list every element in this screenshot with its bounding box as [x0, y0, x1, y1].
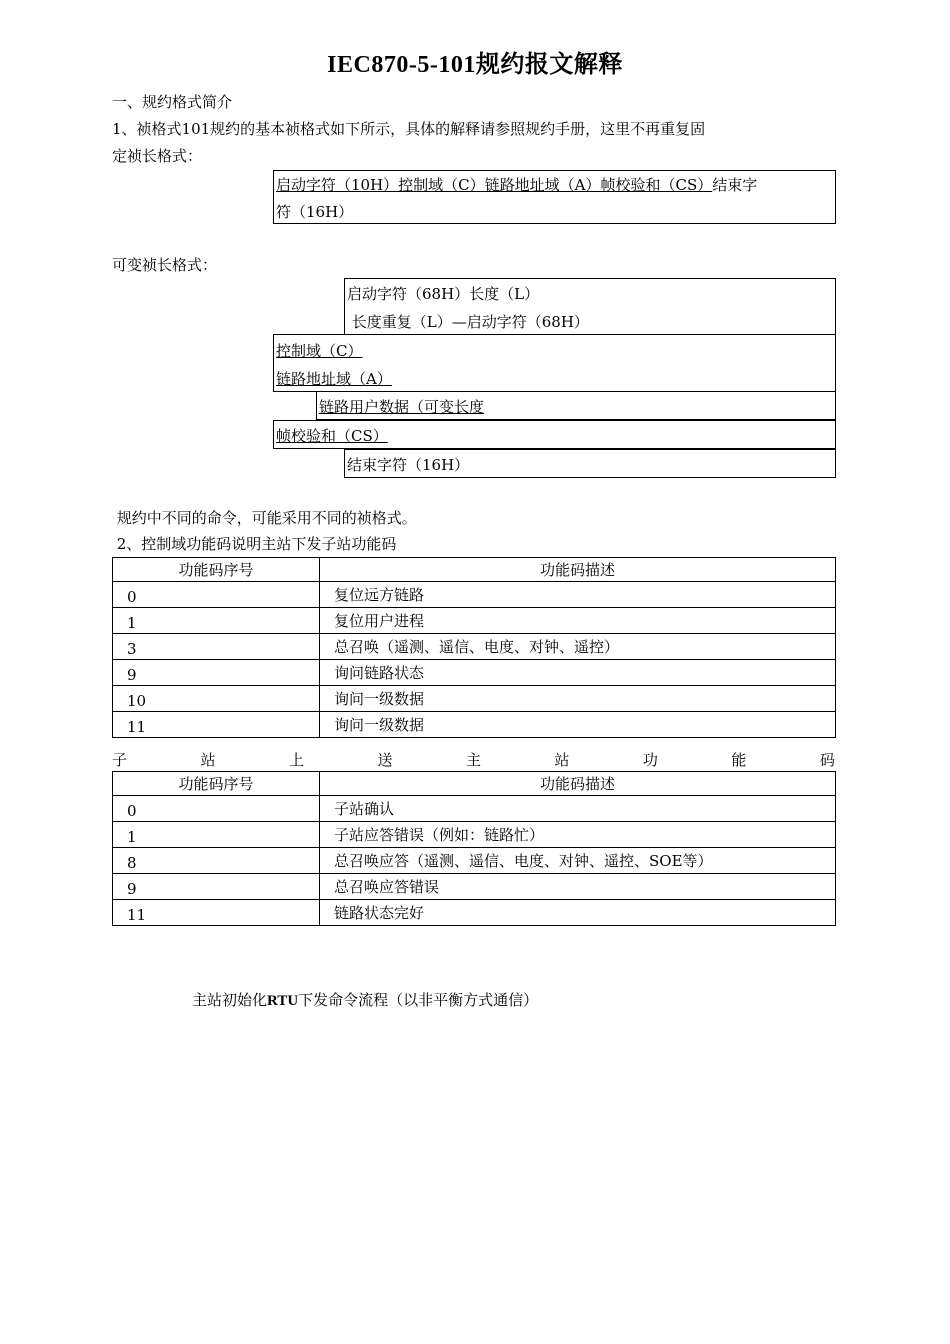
init-flow-caption-after: 下发命令流程（以非平衡方式通信）	[298, 991, 539, 1009]
column-header-description: 功能码描述	[320, 558, 836, 582]
master-function-code-table	[112, 557, 836, 738]
fixed-frame-rest-text: 结束字	[712, 176, 758, 194]
table-row	[113, 796, 836, 822]
function-code-cell: 11	[113, 712, 320, 738]
fixed-frame-box	[273, 170, 836, 224]
variable-frame-header-box	[344, 278, 836, 335]
function-code-cell: 3	[113, 634, 320, 660]
caption-char: 站	[554, 751, 570, 769]
table-row	[113, 900, 836, 926]
slave-function-code-caption	[112, 749, 835, 771]
table-row	[113, 686, 836, 712]
caption-char: 功	[642, 751, 658, 769]
function-description-cell: 复位用户进程	[320, 608, 836, 634]
table-row	[113, 634, 836, 660]
table-row	[113, 608, 836, 634]
caption-char: 站	[200, 751, 216, 769]
table-row	[113, 660, 836, 686]
frame-format-note: 规约中不同的命令，可能采用不同的祯格式。	[112, 509, 417, 527]
document-title: IEC870-5-101规约报文解释	[327, 52, 623, 78]
function-code-cell: 0	[113, 796, 320, 822]
fixed-frame-line-1	[276, 174, 757, 195]
table-row	[113, 822, 836, 848]
variable-frame-end-box	[344, 449, 836, 478]
table-row	[113, 874, 836, 900]
table-row	[113, 712, 836, 738]
function-code-cell: 10	[113, 686, 320, 712]
slave-function-code-table	[112, 771, 836, 926]
caption-char: 码	[819, 751, 835, 769]
variable-frame-label: 可变祯长格式：	[112, 256, 218, 274]
init-flow-caption	[192, 988, 538, 1013]
fixed-frame-underlined-text: 启动字符（10H）控制域（C）链路地址域（A）帧校验和（CS）	[276, 176, 713, 194]
variable-frame-checksum-box	[273, 420, 836, 449]
variable-frame-end-char: 结束字符（16H）	[347, 456, 470, 474]
variable-frame-start-length: 启动字符（68H）长度（L）	[347, 285, 540, 303]
init-flow-caption-rtu: RTU	[267, 993, 299, 1009]
function-description-cell: 总召唤（遥测、遥信、电度、对钟、遥控）	[320, 634, 836, 660]
caption-char: 子	[112, 751, 128, 769]
column-header-code: 功能码序号	[113, 772, 320, 796]
function-description-cell: 总召唤应答（遥测、遥信、电度、对钟、遥控、SOE等）	[320, 848, 836, 874]
caption-char: 能	[731, 751, 747, 769]
variable-frame-link-address: 链路地址域（A）	[276, 370, 392, 388]
variable-frame-control-field: 控制域（C）	[276, 342, 363, 360]
section-heading-1: 一、规约格式简介	[112, 93, 233, 111]
function-code-cell: 9	[113, 660, 320, 686]
function-code-cell: 9	[113, 874, 320, 900]
function-description-cell: 子站确认	[320, 796, 836, 822]
function-description-cell: 复位远方链路	[320, 582, 836, 608]
caption-char: 上	[288, 751, 304, 769]
column-header-code: 功能码序号	[113, 558, 320, 582]
init-flow-caption-before: 主站初始化	[192, 991, 268, 1009]
variable-frame-checksum: 帧校验和（CS）	[276, 427, 388, 445]
intro-paragraph-line-1: 1、祯格式101规约的基本祯格式如下所示，具体的解释请参照规约手册，这里不再重复固	[112, 120, 706, 138]
function-description-cell: 询问一级数据	[320, 686, 836, 712]
variable-frame-user-data-box	[316, 391, 836, 420]
intro-paragraph-line-2: 定祯长格式：	[112, 147, 203, 165]
table-row	[113, 848, 836, 874]
function-description-cell: 总召唤应答错误	[320, 874, 836, 900]
table-header-row	[113, 772, 836, 796]
fixed-frame-line-2: 符（16H）	[276, 203, 354, 221]
function-description-cell: 子站应答错误（例如：链路忙）	[320, 822, 836, 848]
table-row	[113, 582, 836, 608]
function-code-cell: 0	[113, 582, 320, 608]
function-code-cell: 1	[113, 822, 320, 848]
column-header-description: 功能码描述	[320, 772, 836, 796]
caption-char: 主	[465, 751, 481, 769]
caption-char: 送	[377, 751, 393, 769]
section-heading-2: 2、控制域功能码说明主站下发子站功能码	[112, 535, 397, 553]
variable-frame-control-address-box	[273, 334, 836, 392]
variable-frame-user-data: 链路用户数据（可变长度	[319, 398, 485, 416]
function-code-cell: 1	[113, 608, 320, 634]
function-code-cell: 11	[113, 900, 320, 926]
function-description-cell: 询问一级数据	[320, 712, 836, 738]
table-header-row	[113, 558, 836, 582]
function-description-cell: 链路状态完好	[320, 900, 836, 926]
function-description-cell: 询问链路状态	[320, 660, 836, 686]
variable-frame-length-repeat: 长度重复（L）—启动字符（68H）	[347, 313, 589, 331]
function-code-cell: 8	[113, 848, 320, 874]
